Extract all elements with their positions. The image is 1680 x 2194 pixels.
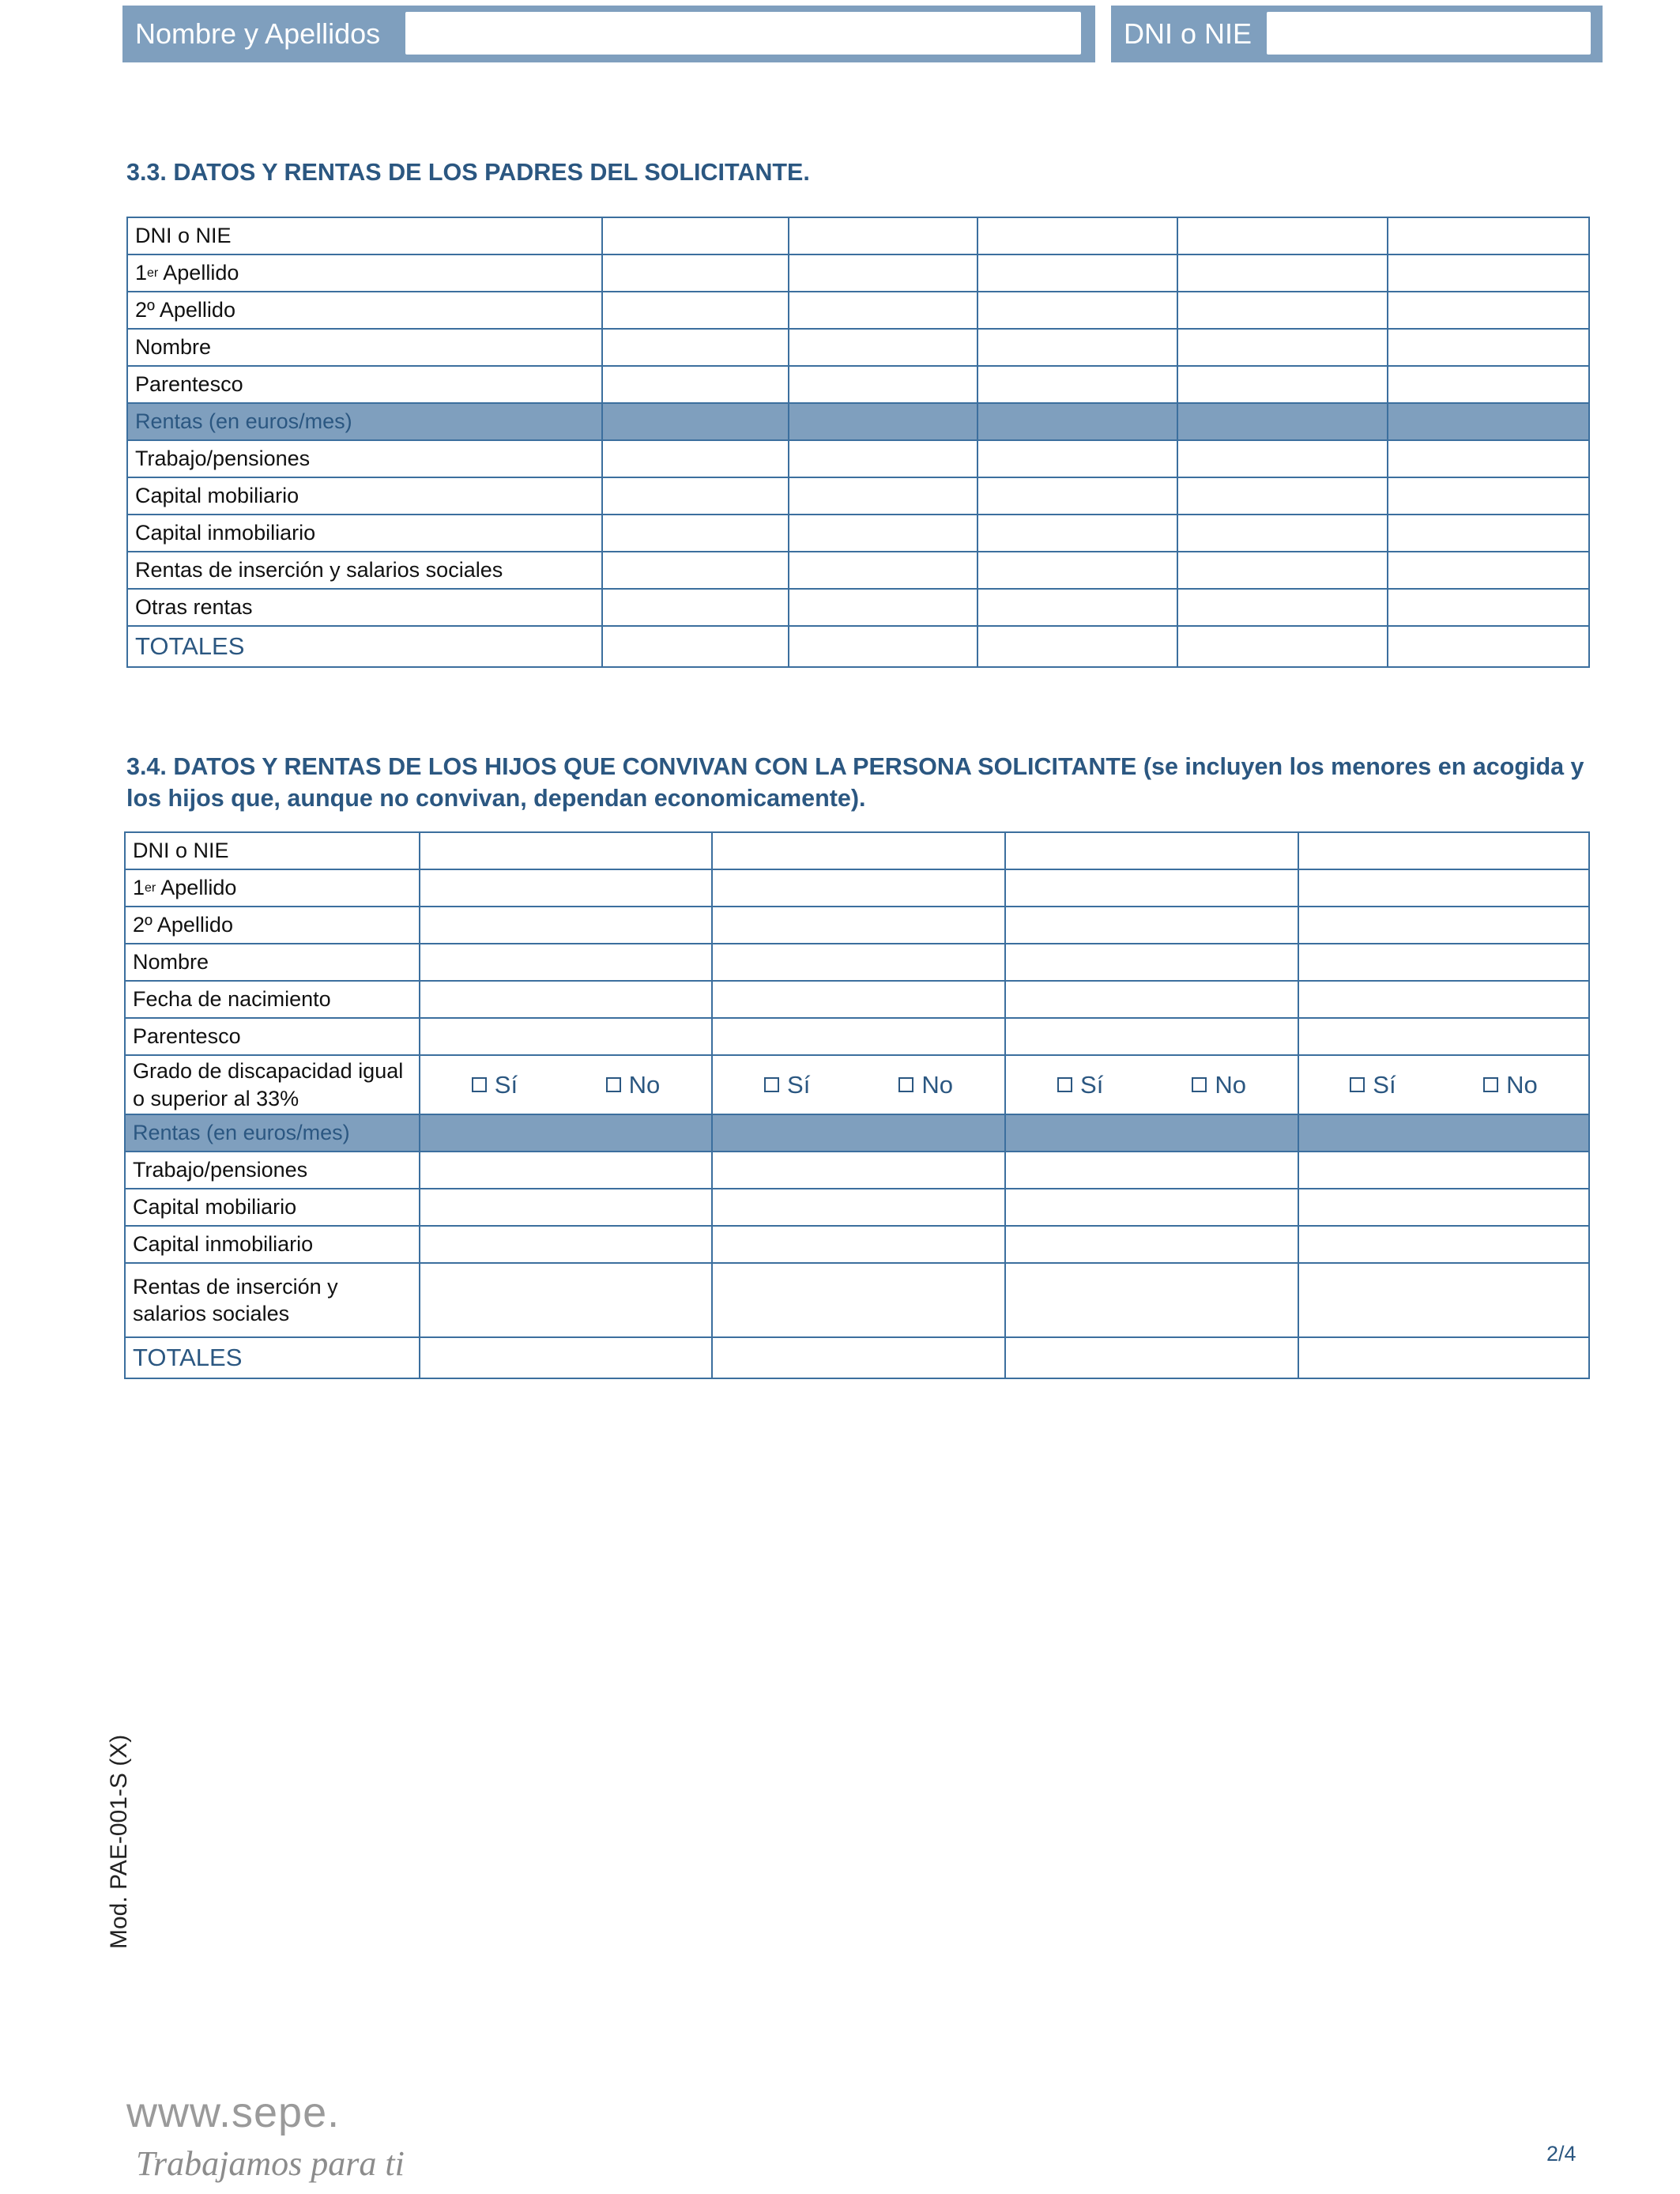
table-row	[125, 1263, 1589, 1337]
applicant-dni-bar	[1111, 6, 1603, 62]
input-cell[interactable]	[789, 329, 977, 366]
input-cell[interactable]	[602, 217, 789, 254]
disability-no-option[interactable]	[1192, 1071, 1246, 1099]
input-cell[interactable]	[602, 329, 789, 366]
applicant-name-field[interactable]	[405, 12, 1081, 55]
input-cell[interactable]	[1005, 869, 1298, 907]
first-surname-ordinal: er	[145, 881, 156, 895]
input-cell[interactable]	[789, 292, 977, 329]
page-number: 2/4	[1546, 2142, 1576, 2166]
input-cell[interactable]	[712, 1152, 1005, 1189]
input-cell[interactable]	[1298, 869, 1589, 907]
input-cell[interactable]	[1298, 1263, 1589, 1337]
input-cell[interactable]	[1005, 832, 1298, 869]
input-cell[interactable]	[1298, 1152, 1589, 1189]
row-label-totals: TOTALES	[127, 626, 602, 667]
no-label: No	[628, 1071, 661, 1099]
children-income-table	[124, 831, 1590, 1379]
row-label-second-surname: 2º Apellido	[127, 292, 602, 329]
input-cell[interactable]	[1388, 515, 1589, 552]
input-cell[interactable]	[977, 366, 1177, 403]
input-cell[interactable]	[1298, 981, 1589, 1018]
table-row	[125, 1226, 1589, 1263]
input-cell[interactable]	[712, 1226, 1005, 1263]
input-cell[interactable]	[1177, 254, 1388, 292]
input-cell[interactable]	[602, 626, 789, 667]
input-cell[interactable]	[977, 329, 1177, 366]
applicant-dni-label: DNI o NIE	[1124, 17, 1252, 50]
band-cell	[1005, 1114, 1298, 1152]
first-surname-ordinal: er	[147, 266, 159, 280]
first-surname-text: Apellido	[156, 876, 237, 899]
input-cell[interactable]	[712, 1337, 1005, 1378]
input-cell[interactable]	[977, 477, 1177, 515]
input-cell[interactable]	[602, 254, 789, 292]
input-cell[interactable]	[1388, 626, 1589, 667]
input-cell[interactable]	[602, 440, 789, 477]
yes-label: Sí	[1080, 1071, 1104, 1099]
band-cell	[1177, 403, 1388, 440]
disability-row	[125, 1055, 1589, 1114]
children-income-body	[125, 832, 1589, 1378]
yes-label: Sí	[787, 1071, 811, 1099]
row-label-birth-date: Fecha de nacimiento	[125, 981, 420, 1018]
totals-row	[125, 1337, 1589, 1378]
first-surname-number: 1	[135, 261, 148, 285]
input-cell[interactable]	[977, 440, 1177, 477]
table-row	[125, 1018, 1589, 1055]
checkbox-icon[interactable]	[472, 1077, 487, 1092]
input-cell[interactable]	[420, 869, 712, 907]
disability-yes-option[interactable]	[764, 1071, 810, 1099]
disability-choice-cell	[712, 1055, 1005, 1114]
table-row	[127, 292, 1589, 329]
input-cell[interactable]	[712, 832, 1005, 869]
income-header-row	[125, 1114, 1589, 1152]
row-label-relationship: Parentesco	[127, 366, 602, 403]
input-cell[interactable]	[1388, 477, 1589, 515]
row-label-totals: TOTALES	[125, 1337, 420, 1378]
checkbox-icon[interactable]	[1483, 1077, 1498, 1092]
input-cell[interactable]	[1388, 217, 1589, 254]
input-cell[interactable]	[602, 292, 789, 329]
parents-income-table	[126, 217, 1590, 668]
checkbox-icon[interactable]	[1350, 1077, 1365, 1092]
input-cell[interactable]	[977, 292, 1177, 329]
band-cell	[602, 403, 789, 440]
checkbox-icon[interactable]	[606, 1077, 621, 1092]
input-cell[interactable]	[1388, 254, 1589, 292]
disability-no-option[interactable]	[1483, 1071, 1538, 1099]
input-cell[interactable]	[1388, 440, 1589, 477]
no-label: No	[921, 1071, 953, 1099]
totals-row	[127, 626, 1589, 667]
input-cell[interactable]	[1005, 1189, 1298, 1226]
row-label-work-pensions: Trabajo/pensiones	[125, 1152, 420, 1189]
input-cell[interactable]	[602, 477, 789, 515]
input-cell[interactable]	[420, 1263, 712, 1337]
applicant-name-bar	[122, 6, 1095, 62]
input-cell[interactable]	[420, 944, 712, 981]
input-cell[interactable]	[789, 515, 977, 552]
row-label-insertion-income: Rentas de inserción y salarios sociales	[125, 1263, 420, 1337]
band-cell	[1388, 403, 1589, 440]
sepe-logo-website: www.sepe.	[126, 2089, 341, 2136]
row-label-work-pensions: Trabajo/pensiones	[127, 440, 602, 477]
input-cell[interactable]	[712, 907, 1005, 944]
input-cell[interactable]	[712, 981, 1005, 1018]
input-cell[interactable]	[977, 254, 1177, 292]
input-cell[interactable]	[602, 552, 789, 589]
applicant-name-label: Nombre y Apellidos	[135, 17, 381, 50]
band-cell	[789, 403, 977, 440]
input-cell[interactable]	[712, 1189, 1005, 1226]
input-cell[interactable]	[789, 626, 977, 667]
input-cell[interactable]	[789, 366, 977, 403]
table-row	[125, 907, 1589, 944]
band-cell	[712, 1114, 1005, 1152]
first-surname-number: 1	[133, 876, 145, 899]
table-row	[125, 832, 1589, 869]
first-surname-text: Apellido	[158, 261, 239, 285]
input-cell[interactable]	[420, 1018, 712, 1055]
input-cell[interactable]	[420, 1189, 712, 1226]
input-cell[interactable]	[789, 589, 977, 626]
input-cell[interactable]	[1177, 477, 1388, 515]
input-cell[interactable]	[789, 552, 977, 589]
table-row	[127, 515, 1589, 552]
input-cell[interactable]	[977, 515, 1177, 552]
row-label-name: Nombre	[127, 329, 602, 366]
table-row	[127, 589, 1589, 626]
input-cell[interactable]	[977, 626, 1177, 667]
row-label-first-surname	[127, 254, 602, 292]
input-cell[interactable]	[1005, 907, 1298, 944]
input-cell[interactable]	[420, 907, 712, 944]
table-row	[127, 217, 1589, 254]
band-cell	[977, 403, 1177, 440]
table-row	[125, 869, 1589, 907]
table-row	[127, 366, 1589, 403]
input-cell[interactable]	[789, 440, 977, 477]
input-cell[interactable]	[712, 1263, 1005, 1337]
input-cell[interactable]	[1298, 1337, 1589, 1378]
input-cell[interactable]	[789, 217, 977, 254]
checkbox-icon[interactable]	[1057, 1077, 1072, 1092]
input-cell[interactable]	[977, 217, 1177, 254]
table-row	[127, 329, 1589, 366]
section-3-4-title-main: 3.4. DATOS Y RENTAS DE LOS HIJOS QUE CONVIVAN CON LA PERSONA SOLICITANTE	[126, 753, 1137, 780]
table-row	[125, 1152, 1589, 1189]
input-cell[interactable]	[1177, 366, 1388, 403]
input-cell[interactable]	[977, 589, 1177, 626]
row-label-dni: DNI o NIE	[127, 217, 602, 254]
input-cell[interactable]	[1177, 552, 1388, 589]
row-label-relationship: Parentesco	[125, 1018, 420, 1055]
row-label-dni: DNI o NIE	[125, 832, 420, 869]
input-cell[interactable]	[1005, 981, 1298, 1018]
sepe-logo-slogan: Trabajamos para ti	[136, 2144, 405, 2183]
disability-choice-cell	[1005, 1055, 1298, 1114]
input-cell[interactable]	[602, 589, 789, 626]
row-label-movable-capital: Capital mobiliario	[125, 1189, 420, 1226]
input-cell[interactable]	[602, 366, 789, 403]
input-cell[interactable]	[420, 1152, 712, 1189]
input-cell[interactable]	[712, 1018, 1005, 1055]
input-cell[interactable]	[1177, 515, 1388, 552]
row-label-second-surname: 2º Apellido	[125, 907, 420, 944]
input-cell[interactable]	[1005, 1337, 1298, 1378]
disability-choice-cell	[420, 1055, 712, 1114]
row-label-name: Nombre	[125, 944, 420, 981]
form-code: Mod. PAE-001-S (X)	[106, 1734, 132, 1949]
input-cell[interactable]	[1298, 1226, 1589, 1263]
input-cell[interactable]	[602, 515, 789, 552]
disability-yes-option[interactable]	[1057, 1071, 1103, 1099]
row-label-first-surname	[125, 869, 420, 907]
input-cell[interactable]	[420, 981, 712, 1018]
input-cell[interactable]	[1005, 944, 1298, 981]
input-cell[interactable]	[1388, 366, 1589, 403]
row-label-disability: Grado de discapacidad igual o superior al 33%	[125, 1055, 420, 1114]
input-cell[interactable]	[1298, 907, 1589, 944]
input-cell[interactable]	[1177, 626, 1388, 667]
table-row	[127, 254, 1589, 292]
input-cell[interactable]	[1298, 832, 1589, 869]
disability-yes-option[interactable]	[472, 1071, 518, 1099]
applicant-dni-field[interactable]	[1267, 12, 1591, 55]
input-cell[interactable]	[1177, 292, 1388, 329]
table-row	[127, 440, 1589, 477]
section-3-3-title: 3.3. DATOS Y RENTAS DE LOS PADRES DEL SOLICITANTE.	[126, 159, 810, 186]
input-cell[interactable]	[1177, 589, 1388, 626]
band-cell	[420, 1114, 712, 1152]
disability-yes-option[interactable]	[1350, 1071, 1396, 1099]
no-label: No	[1215, 1071, 1246, 1099]
section-3-4-title	[126, 751, 1596, 814]
row-label-real-estate-capital: Capital inmobiliario	[127, 515, 602, 552]
table-row	[125, 944, 1589, 981]
disability-no-option[interactable]	[898, 1071, 953, 1099]
yes-label: Sí	[1373, 1071, 1396, 1099]
row-label-other-income: Otras rentas	[127, 589, 602, 626]
input-cell[interactable]	[420, 1337, 712, 1378]
row-label-insertion-income: Rentas de inserción y salarios sociales	[127, 552, 602, 589]
input-cell[interactable]	[712, 869, 1005, 907]
checkbox-icon[interactable]	[1192, 1077, 1207, 1092]
checkbox-icon[interactable]	[764, 1077, 779, 1092]
input-cell[interactable]	[1298, 944, 1589, 981]
input-cell[interactable]	[977, 552, 1177, 589]
income-header-row	[127, 403, 1589, 440]
input-cell[interactable]	[1005, 1263, 1298, 1337]
input-cell[interactable]	[1388, 292, 1589, 329]
input-cell[interactable]	[1005, 1226, 1298, 1263]
table-row	[125, 1189, 1589, 1226]
row-label-income: Rentas (en euros/mes)	[127, 403, 602, 440]
band-cell	[1298, 1114, 1589, 1152]
row-label-real-estate-capital: Capital inmobiliario	[125, 1226, 420, 1263]
table-row	[127, 552, 1589, 589]
row-label-movable-capital: Capital mobiliario	[127, 477, 602, 515]
input-cell[interactable]	[1388, 552, 1589, 589]
table-row	[125, 981, 1589, 1018]
input-cell[interactable]	[420, 1226, 712, 1263]
input-cell[interactable]	[712, 944, 1005, 981]
input-cell[interactable]	[1298, 1018, 1589, 1055]
parents-income-body	[127, 217, 1589, 667]
input-cell[interactable]	[1298, 1189, 1589, 1226]
input-cell[interactable]	[1388, 329, 1589, 366]
input-cell[interactable]	[1388, 589, 1589, 626]
checkbox-icon[interactable]	[898, 1077, 913, 1092]
table-row	[127, 477, 1589, 515]
no-label: No	[1506, 1071, 1538, 1099]
input-cell[interactable]	[1005, 1152, 1298, 1189]
section-3-4-title-note: (se incluyen los menores en acogida y los hijos que, aunque no convivan, dependan economicamente).	[126, 753, 1584, 812]
input-cell[interactable]	[789, 254, 977, 292]
disability-choice-cell	[1298, 1055, 1589, 1114]
disability-no-option[interactable]	[606, 1071, 661, 1099]
row-label-income: Rentas (en euros/mes)	[125, 1114, 420, 1152]
input-cell[interactable]	[789, 477, 977, 515]
input-cell[interactable]	[1177, 440, 1388, 477]
yes-label: Sí	[494, 1071, 518, 1099]
input-cell[interactable]	[1005, 1018, 1298, 1055]
input-cell[interactable]	[1177, 329, 1388, 366]
input-cell[interactable]	[420, 832, 712, 869]
input-cell[interactable]	[1177, 217, 1388, 254]
